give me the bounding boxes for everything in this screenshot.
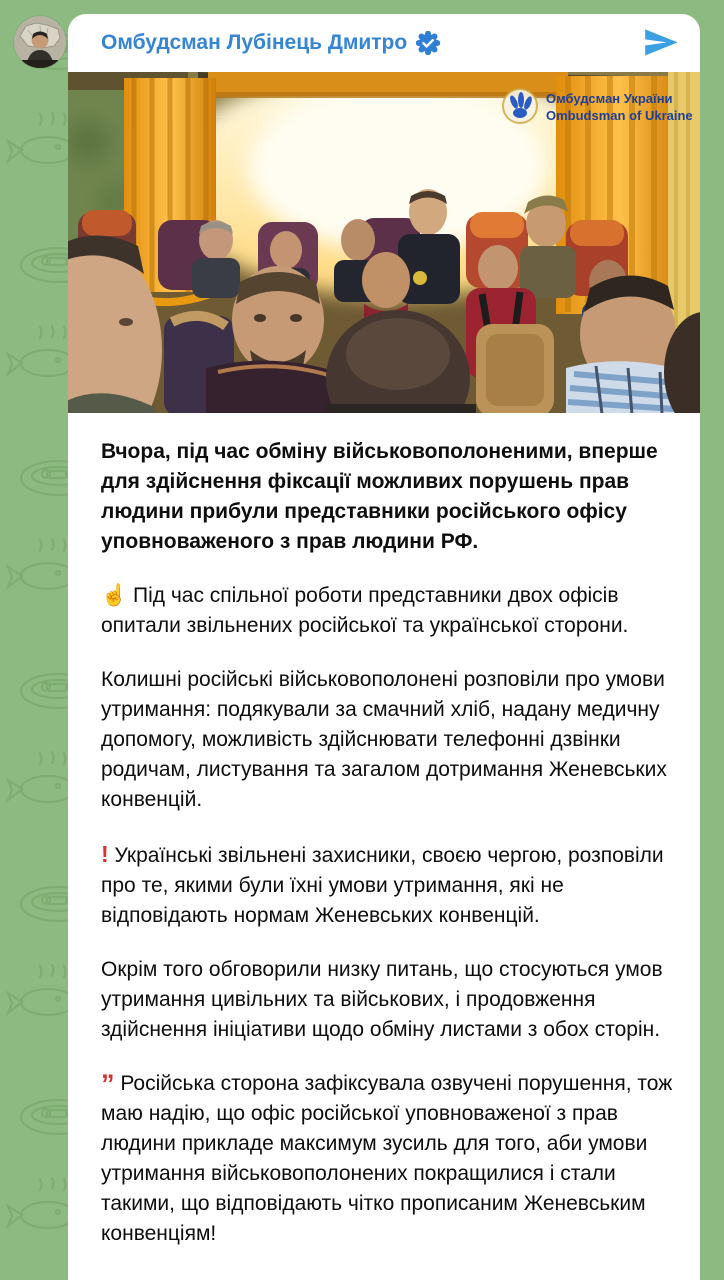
watermark-line1: Омбудсман України	[546, 91, 673, 106]
channel-name[interactable]: Омбудсман Лубінець Дмитро	[101, 31, 408, 54]
red-quote-emoji: ”	[101, 1069, 115, 1099]
paragraph-5: Окрім того обговорили низку питань, що стосуються умов утримання цивільних та військових, і продовження здійснення ініціативи щодо обміну листами з обох сторін.	[101, 958, 663, 1041]
post-header	[68, 14, 700, 72]
watermark-line2: Ombudsman of Ukraine	[546, 108, 693, 123]
point-up-emoji: ☝	[101, 584, 128, 607]
post-text	[68, 413, 700, 1249]
paragraph-2: ☝ Під час спільної роботи представники двох офісів опитали звільнених російської та української сторони.	[101, 584, 629, 637]
share-paper-plane-icon[interactable]	[640, 22, 682, 64]
channel-avatar[interactable]	[14, 16, 66, 68]
paragraph-1: Вчора, під час обміну військовополоненими, вперше для здійснення фіксації можливих порушень прав людини прибули представники російського офісу уповноваженого з прав людини РФ.	[101, 440, 658, 553]
red-exclamation-emoji: !	[101, 841, 109, 867]
verified-badge-icon	[416, 31, 440, 55]
paragraph-4: ! Українські звільнені захисники, своєю чергою, розповіли про те, якими були їхні умови утримання, які не відповідають нормам Женевських конвенцій.	[101, 841, 664, 927]
post-photo[interactable]	[68, 72, 700, 413]
post-card	[68, 14, 700, 1280]
paragraph-6: ” Російська сторона зафіксувала озвучені порушення, тож маю надію, що офіс російської уповноваженої з прав людини прикладе максимум зусиль для того, аби умови утримання військовополонених покращилися і стали такими, що відповідають чітко прописаним Женевським конвенціям!	[101, 1069, 673, 1245]
paragraph-3: Колишні російські військовополонені розповіли про умови утримання: подякували за смачний хліб, надану медичну допомогу, можливість здійснювати телефонні дзвінки родичам, листування та загалом дотримання Женевських конвенцій.	[101, 668, 667, 811]
